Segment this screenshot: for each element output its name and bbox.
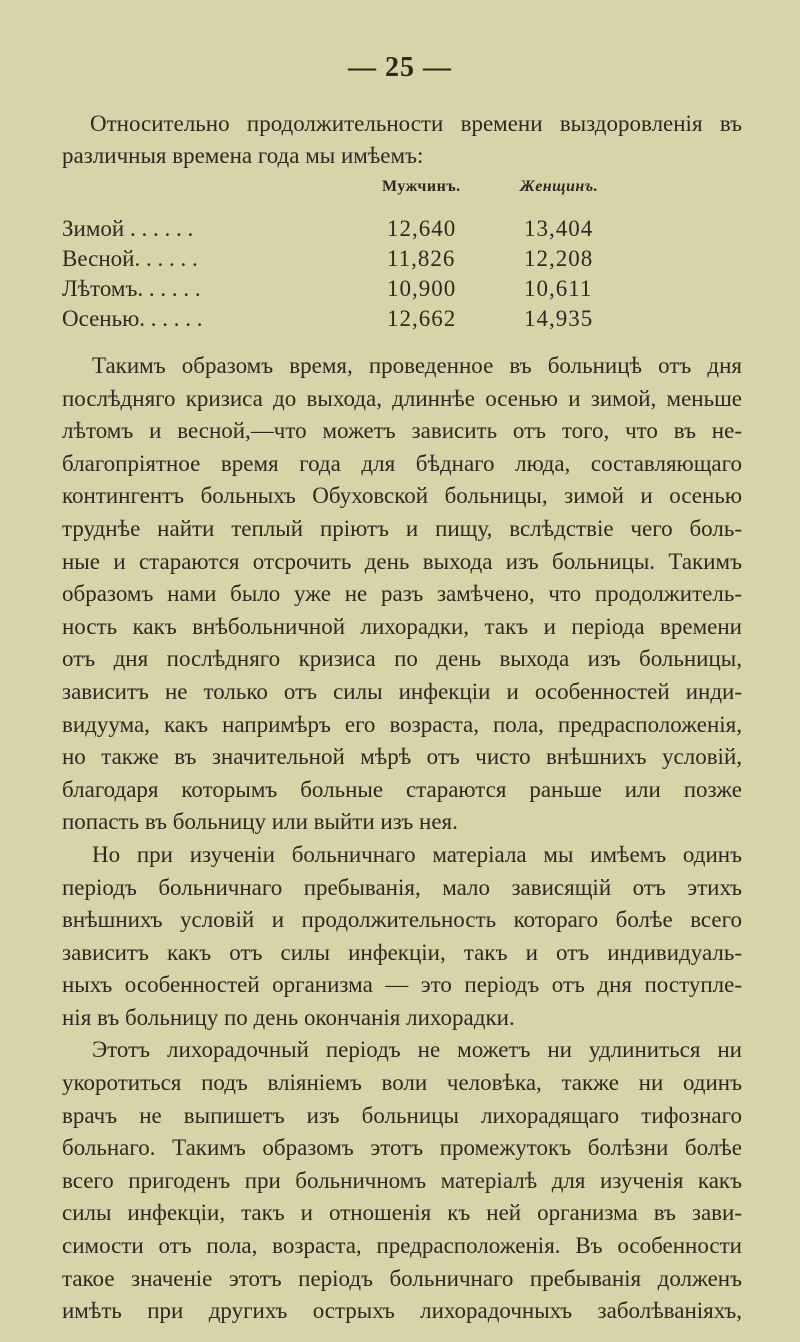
text-line: контингентъ больныхъ Обуховской больницы, зимой и осенью <box>62 483 742 509</box>
men-value: 12,640 <box>387 216 457 241</box>
text-line: такое значеніе этотъ періодъ больничнаго пребыванія долженъ <box>62 1265 742 1291</box>
text-line: труднѣе найти теплый пріютъ и пищу, вслѣдствіе чего боль- <box>62 515 742 541</box>
table-row <box>62 244 662 274</box>
text-line: лѣтомъ и весной,—что можетъ зависить отъ того, что въ не- <box>62 418 742 444</box>
men-value: 10,900 <box>387 276 457 301</box>
women-value: 14,935 <box>524 306 594 331</box>
column-header-men: Мужчинъ. <box>382 178 461 195</box>
intro-line: Относительно продолжительности времени выздоровленія въ <box>90 111 742 136</box>
text-line: послѣдняго кризиса до выхода, длиннѣе осенью и зимой, меньше <box>62 385 742 411</box>
women-value: 12,208 <box>524 246 594 271</box>
text-line: больнаго. Такимъ образомъ этотъ промежутокъ болѣзни болѣе <box>62 1135 742 1161</box>
recovery-table <box>62 214 662 334</box>
text-line: Этотъ лихорадочный періодъ не можетъ ни удлиниться ни <box>92 1037 742 1063</box>
text-line: Но при изученіи больничнаго матеріала мы имѣемъ одинъ <box>92 841 742 867</box>
text-line: имѣть при другихъ острыхъ лихорадочныхъ заболѣваніяхъ, <box>62 1298 742 1324</box>
text-line: видуума, какъ напримѣръ его возраста, пола, предрасположенія, <box>62 711 742 737</box>
season-label: Осенью. . . . . . <box>62 306 203 331</box>
men-value: 11,826 <box>387 246 456 271</box>
women-value: 13,404 <box>524 216 594 241</box>
text-line: внѣшнихъ условій и продолжительность котораго болѣе всего <box>62 907 742 933</box>
women-value: 10,611 <box>524 276 593 301</box>
text-line: ность какъ внѣбольничной лихорадки, такъ и періода времени <box>62 613 742 639</box>
text-line: ные и стараются отсрочить день выхода изъ больницы. Такимъ <box>62 548 742 574</box>
table-row <box>62 214 662 244</box>
season-label: Весной. . . . . . <box>62 246 198 271</box>
text-line: всего пригоденъ при больничномъ матеріалѣ для изученія какъ <box>62 1167 742 1193</box>
table-row <box>62 304 662 334</box>
season-label: Лѣтомъ. . . . . . <box>62 276 201 301</box>
text-line: зависитъ какъ отъ силы инфекціи, такъ и отъ индивидуаль- <box>62 939 742 965</box>
text-line: укоротиться подъ вліяніемъ воли человѣка, также ни одинъ <box>62 1070 742 1096</box>
season-label: Зимой . . . . . . <box>62 216 194 241</box>
table-row <box>62 274 662 304</box>
column-header-women: Женщинъ. <box>520 178 599 195</box>
text-line: ныхъ особенностей организма — это періодъ отъ дня поступле- <box>62 972 742 998</box>
text-line: благодаря которымъ больные стараются раньше или позже <box>62 776 742 802</box>
body-text <box>62 350 742 1328</box>
text-line: нія въ больницу по день окончанія лихорадки. <box>62 1004 515 1030</box>
text-line: отъ дня послѣдняго кризиса по день выхода изъ больницы, <box>62 646 742 672</box>
text-line: врачъ не выпишетъ изъ больницы лихорадящаго тифознаго <box>62 1102 742 1128</box>
text-line: зависитъ не только отъ силы инфекціи и особенностей инди- <box>62 678 742 704</box>
intro-paragraph <box>62 108 742 172</box>
text-line: образомъ нами было уже не разъ замѣчено, что продолжитель- <box>62 581 742 607</box>
text-line: попасть въ больницу или выйти изъ нея. <box>62 809 458 835</box>
intro-line: различныя времена года мы имѣемъ: <box>62 143 424 168</box>
text-line: но также въ значительной мѣрѣ отъ чисто внѣшнихъ условій, <box>62 744 742 770</box>
text-line: Такимъ образомъ время, проведенное въ больницѣ отъ дня <box>92 353 742 378</box>
text-line: благопріятное время года для бѣднаго люда, составляющаго <box>62 450 742 476</box>
text-line: силы инфекціи, такъ и отношенія къ ней организма въ зави- <box>62 1200 742 1226</box>
text-line: періодъ больничнаго пребыванія, мало зависящій отъ этихъ <box>62 874 742 900</box>
men-value: 12,662 <box>387 306 457 331</box>
page-number: — 25 — <box>348 52 452 83</box>
text-line: симости отъ пола, возраста, предрасположенія. Въ особенности <box>62 1233 742 1259</box>
